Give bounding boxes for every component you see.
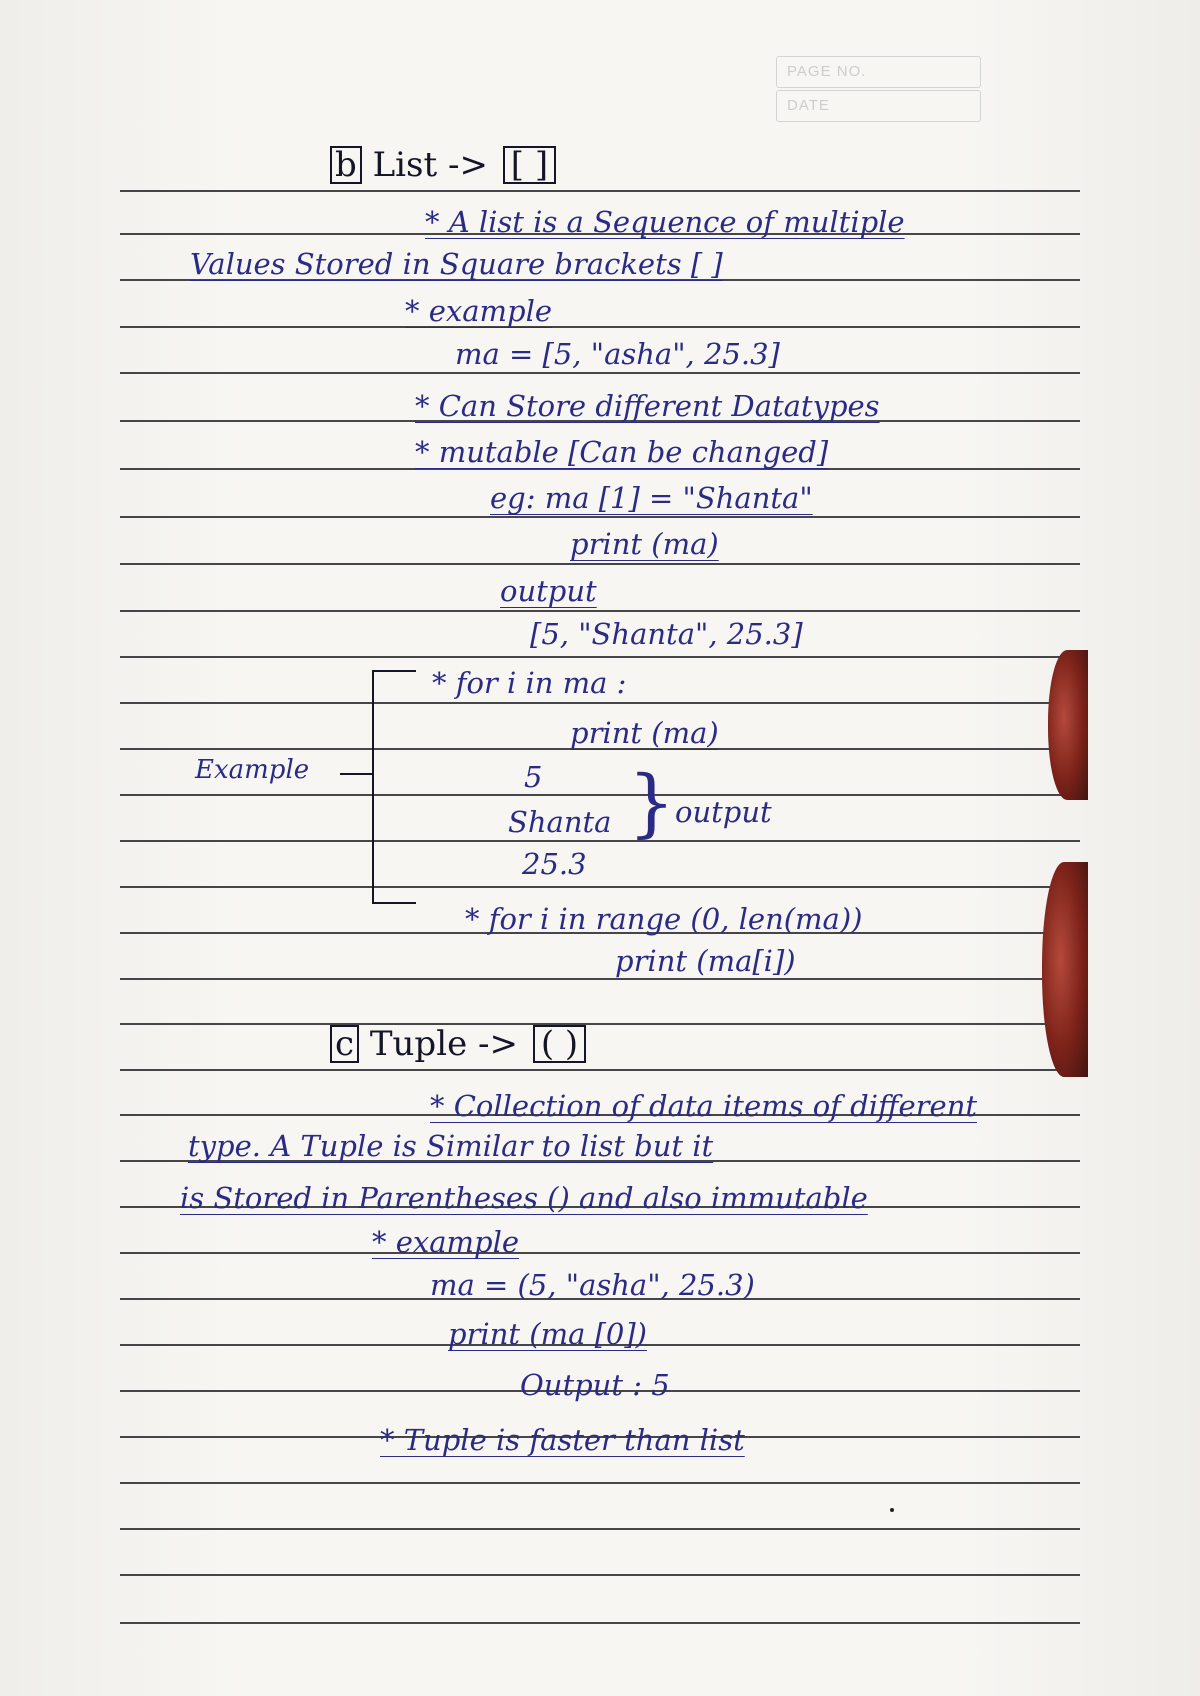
ruled-line (120, 886, 1080, 888)
ruled-line (120, 1622, 1080, 1624)
example-connector (340, 773, 372, 775)
loop-line-1: * for i in ma : (432, 666, 627, 700)
output-brace: } (628, 760, 676, 846)
list-note-datatypes: * Can Store different Datatypes (415, 389, 880, 423)
range-line-1: * for i in range (0, len(ma)) (465, 902, 863, 936)
ink-dot (890, 1508, 894, 1512)
list-arrow: -> (447, 145, 488, 185)
list-print-code: print (ma) (570, 527, 719, 561)
list-heading (330, 146, 556, 184)
tuple-example-label: * example (372, 1225, 520, 1259)
ruled-line (120, 1252, 1080, 1254)
ruled-line (120, 1482, 1080, 1484)
ruled-line (120, 1574, 1080, 1576)
tuple-print-code: print (ma [0]) (448, 1317, 647, 1351)
loop-output-2: Shanta (508, 805, 612, 839)
ruled-line (120, 794, 1080, 796)
ruled-line (120, 1528, 1080, 1530)
ruled-line (120, 563, 1080, 565)
tuple-definition-line-3: is Stored in Parentheses () and also immutable (180, 1181, 868, 1215)
loop-output-3: 25.3 (522, 847, 587, 881)
ruled-line (120, 1069, 1080, 1071)
page-no-label: PAGE NO. (787, 63, 867, 80)
ruled-line (120, 372, 1080, 374)
loop-side-label: Example (195, 755, 310, 785)
loop-output-label: output (675, 795, 772, 829)
list-symbol: [ ] (503, 146, 556, 184)
finger-tip-lower (1042, 862, 1088, 1077)
list-eg-code: eg: ma [1] = "Shanta" (490, 481, 813, 515)
tuple-example-code: ma = (5, "asha", 25.3) (430, 1268, 755, 1302)
list-marker: b (330, 146, 362, 184)
ruled-line (120, 656, 1080, 658)
list-example-code: ma = [5, "asha", 25.3] (455, 337, 780, 371)
ruled-line (120, 978, 1080, 980)
tuple-marker: c (330, 1025, 359, 1063)
ruled-line (120, 702, 1080, 704)
tuple-definition-line-2: type. A Tuple is Similar to list but it (188, 1129, 714, 1163)
example-bracket (372, 670, 416, 904)
list-note-mutable: * mutable [Can be changed] (415, 435, 829, 469)
tuple-arrow: -> (478, 1024, 518, 1064)
ruled-line (120, 190, 1080, 192)
loop-line-2: print (ma) (570, 716, 719, 750)
tuple-note-faster: * Tuple is faster than list (380, 1423, 745, 1457)
date-box (776, 90, 981, 122)
tuple-output-line: Output : 5 (520, 1368, 670, 1402)
range-line-2: print (ma[i]) (615, 944, 796, 978)
tuple-symbol: ( ) (533, 1025, 586, 1063)
list-definition-line-1: * A list is a Sequence of multiple (425, 205, 905, 239)
date-label: DATE (787, 97, 830, 114)
finger-tip-upper (1048, 650, 1088, 800)
tuple-definition-line-1: * Collection of data items of different (430, 1089, 978, 1123)
ruled-line (120, 840, 1080, 842)
list-output-label: output (500, 574, 597, 608)
ruled-line (120, 610, 1080, 612)
ruled-line (120, 1023, 1080, 1025)
list-example-label: * example (405, 294, 553, 328)
loop-output-1: 5 (524, 760, 543, 794)
list-definition-line-2: Values Stored in Square brackets [ ] (190, 247, 723, 281)
tuple-title: Tuple (369, 1024, 468, 1064)
page-no-box (776, 56, 981, 88)
ruled-line (120, 516, 1080, 518)
list-output-value: [5, "Shanta", 25.3] (530, 617, 803, 651)
list-title: List (372, 145, 438, 185)
tuple-heading (330, 1025, 586, 1063)
ruled-line (120, 326, 1080, 328)
